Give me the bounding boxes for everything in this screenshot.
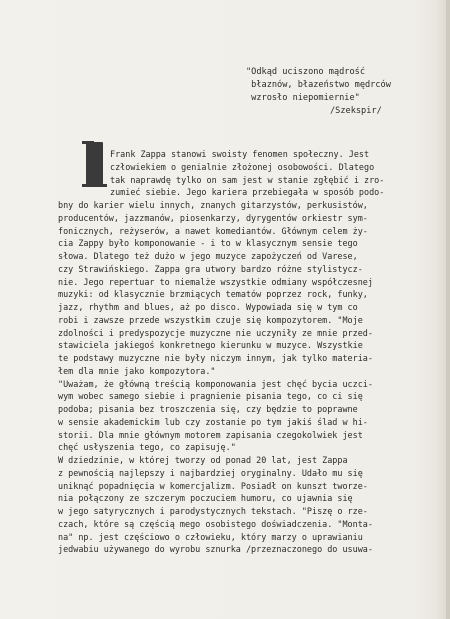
body-line: "Uważam, że główną treścią komponowania jest chęć bycia uczci- [58, 378, 373, 389]
body-line: zumieć siebie. Jego kariera przebiegała w sposób podo- [110, 187, 385, 198]
epigraph-line: "Odkąd uciszono mądrość [246, 67, 365, 77]
epigraph-source: /Szekspir/ [330, 106, 382, 116]
body-line: nia połączony ze szczerym poczuciem humoru, co ujawnia się [58, 493, 353, 504]
body-line: tak naprawdę tylko on sam jest w stanie zgłębić i zro- [110, 174, 385, 185]
body-line: czach, które są częścią mego osobistego doświadczenia. "Monta- [58, 518, 373, 529]
body-text [58, 148, 450, 556]
body-line: wym wobec samego siebie i pragnienie pisania tego, co ci się [58, 391, 363, 402]
body-line: na" np. jest częściowo o człowieku, który marzy o uprawianiu [58, 531, 363, 542]
body-line: nie. Jego repertuar to niemalże wszystkie odmiany współczesnej [58, 276, 373, 287]
body-line: bny do karier wielu innych, znanych gitarzystów, perkusistów, [58, 200, 368, 210]
body-line: łem dla mnie jako kompozytora." [58, 365, 216, 376]
epigraph-line: błaznów, błazeństwo mędrców [246, 80, 391, 90]
body-line: człowiekiem o genialnie złożonej osobowości. Dlatego [110, 161, 375, 172]
body-line: muzyki: od klasycznie brzmiących tematów poprzez rock, funky, [58, 289, 368, 300]
body-line: chęć usłyszenia tego, co zapisuję." [58, 442, 236, 453]
body-line: słowa. Dlatego też dużo w jego muzyce zapożyczeń od Varese, [58, 251, 358, 261]
epigraph-line: wzrosło niepomiernie" [246, 93, 360, 103]
body-line: z pewnością najlepszy i najbardziej oryginalny. Udało mu się [58, 467, 363, 478]
body-line: producentów, jazzmanów, piosenkarzy, dyrygentów orkiestr sym- [58, 212, 368, 223]
body-line: robi i zawsze przede wszystkim czuje się kompozytorem. "Moje [58, 314, 363, 325]
body-line: stawiciela jakiegoś konkretnego kierunku w muzyce. Wszystkie [58, 340, 363, 351]
body-line: te podstawy muzyczne nie były niczym innym, jak tylko materia- [58, 353, 373, 363]
body-line: cia Zappy było komponowanie - i to w klasycznym sensie tego [58, 238, 358, 249]
body-line: uniknąć popadnięcia w komercjalizm. Posiadł on kunszt tworze- [58, 480, 368, 491]
body-line: storii. Dla mnie głównym motorem zapisania czegokolwiek jest [58, 429, 363, 440]
body-line: podoba; pisania bez troszczenia się, czy będzie to poprawne [58, 404, 358, 414]
body-line: w sensie akademickim lub czy zostanie po tym jakiś ślad w hi- [58, 416, 368, 427]
body-line: zdolności i predyspozycje muzyczne nie uczyniły ze mnie przed- [58, 327, 373, 338]
body-line: czy Strawińskiego. Zappa gra utwory bardzo różne stylistycz- [58, 263, 363, 274]
body-line: jazz, rhythm and blues, aż po disco. Wypowiada się w tym co [58, 302, 358, 312]
body-line: w jego satyrycznych i parodystycznych tekstach. "Piszę o rze- [58, 506, 368, 516]
body-line: W dziedzinie, w której tworzy od ponad 20 lat, jest Zappa [58, 455, 348, 465]
body-line: jedwabiu używanego do wyrobu sznurka /przeznaczonego do usuwa- [58, 544, 373, 555]
epigraph [246, 66, 441, 105]
body-line: Frank Zappa stanowi swoisty fenomen społeczny. Jest [110, 149, 370, 159]
body-line: fonicznych, reżyserów, a nawet komediantów. Głównym celem ży- [58, 225, 368, 236]
